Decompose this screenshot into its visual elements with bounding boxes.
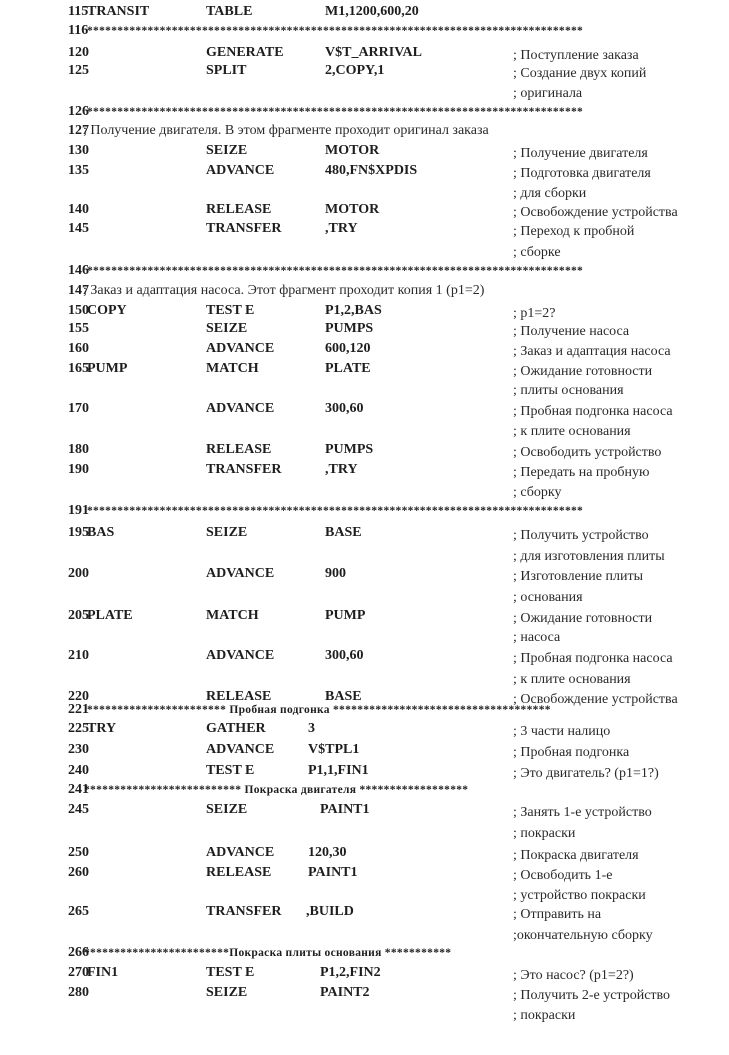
block-operands: P1,2,FIN2: [320, 965, 381, 980]
line-comment: ; сборку: [513, 485, 562, 500]
block-operands: PUMPS: [325, 321, 374, 336]
line-comment: ; Переход к пробной: [513, 224, 635, 239]
line-comment: ; плиты основания: [513, 383, 624, 398]
block-operands: PUMP: [325, 608, 366, 623]
line-comment: ; Пробная подгонка: [513, 745, 630, 760]
line-number: 250: [68, 845, 89, 860]
line-comment: ; Изготовление плиты: [513, 569, 643, 584]
block-operator: SPLIT: [206, 63, 247, 78]
line-comment: ; Поступление заказа: [513, 48, 639, 63]
separator-line: **********************************************************************************: [87, 505, 584, 517]
block-operands: 480,FN$XPDIS: [325, 163, 418, 178]
line-number: 146: [68, 263, 89, 278]
block-operands: 120,30: [308, 845, 347, 860]
block-operator: ADVANCE: [206, 341, 275, 356]
block-operands: BASE: [325, 525, 362, 540]
line-number: 210: [68, 648, 89, 663]
separator-line: **********************************************************************************: [87, 106, 584, 118]
block-operands: PAINT1: [308, 865, 358, 880]
block-operator: RELEASE: [206, 202, 272, 217]
block-operator: ADVANCE: [206, 845, 275, 860]
line-number: 125: [68, 63, 89, 78]
line-comment: ; Получить устройство: [513, 528, 649, 543]
block-operands: PLATE: [325, 361, 371, 376]
line-number: 245: [68, 802, 89, 817]
line-comment: ; Получение двигателя: [513, 146, 648, 161]
line-number: 280: [68, 985, 89, 1000]
block-label: PLATE: [87, 608, 133, 623]
block-operands: M1,1200,600,20: [325, 4, 419, 19]
block-operator: MATCH: [206, 361, 259, 376]
line-number: 205: [68, 608, 89, 623]
block-operands: 300,60: [325, 401, 364, 416]
line-comment: ; Это насос? (p1=2?): [513, 968, 634, 983]
line-comment: ; устройство покраски: [513, 888, 646, 903]
block-operator: TRANSFER: [206, 221, 282, 236]
section-comment: ; Получение двигателя. В этом фрагменте проходит оригинал заказа: [83, 123, 489, 138]
block-operator: RELEASE: [206, 689, 272, 704]
line-comment: ; Пробная подгонка насоса: [513, 651, 673, 666]
line-comment: ; Передать на пробную: [513, 465, 650, 480]
line-comment: ; Освободить 1-е: [513, 868, 613, 883]
line-comment: ; 3 части налицо: [513, 724, 611, 739]
line-comment: ; насоса: [513, 630, 561, 645]
line-number: 220: [68, 689, 89, 704]
block-operator: SEIZE: [206, 802, 248, 817]
line-number: 140: [68, 202, 89, 217]
line-number: 130: [68, 143, 89, 158]
block-operator: MATCH: [206, 608, 259, 623]
block-operator: TEST E: [206, 965, 255, 980]
block-operator: SEIZE: [206, 525, 248, 540]
block-operands: BASE: [325, 689, 362, 704]
block-operator: TEST E: [206, 763, 255, 778]
line-number: 270: [68, 965, 89, 980]
block-operands: V$TPL1: [308, 742, 360, 757]
line-comment: ; Это двигатель? (p1=1?): [513, 766, 659, 781]
block-operands: MOTOR: [325, 202, 380, 217]
block-operands: V$T_ARRIVAL: [325, 45, 422, 60]
line-comment: ; к плите основания: [513, 424, 631, 439]
block-label: TRY: [87, 721, 117, 736]
block-operator: TABLE: [206, 4, 253, 19]
line-number: 240: [68, 763, 89, 778]
block-operator: ADVANCE: [206, 648, 275, 663]
line-comment: ; оригинала: [513, 86, 583, 101]
line-comment: ; p1=2?: [513, 306, 556, 321]
line-comment: ; Занять 1-е устройство: [513, 805, 652, 820]
line-comment: ; Освободить устройство: [513, 445, 662, 460]
line-comment: ; Покраска двигателя: [513, 848, 639, 863]
line-number: 115: [68, 4, 89, 19]
line-number: 145: [68, 221, 89, 236]
line-comment: ; Ожидание готовности: [513, 611, 653, 626]
block-label: FIN1: [87, 965, 119, 980]
block-operands: MOTOR: [325, 143, 380, 158]
line-number: 127: [68, 123, 89, 138]
block-operands: PAINT1: [320, 802, 370, 817]
line-number: 230: [68, 742, 89, 757]
line-number: 241: [68, 782, 89, 797]
line-comment: ; Освобождение устройства: [513, 692, 678, 707]
line-comment: ; Заказ и адаптация насоса: [513, 344, 671, 359]
line-number: 221: [68, 702, 89, 717]
line-number: 180: [68, 442, 89, 457]
separator-line: **********************************************************************************: [87, 25, 584, 37]
block-operator: ADVANCE: [206, 401, 275, 416]
line-number: 191: [68, 503, 89, 518]
block-operands: P1,1,FIN1: [308, 763, 369, 778]
separator-line: ************************Покраска плиты основания ***********: [84, 947, 452, 959]
line-comment: ;окончательную сборку: [513, 928, 653, 943]
line-number: 126: [68, 104, 89, 119]
line-number: 147: [68, 283, 89, 298]
block-operator: SEIZE: [206, 143, 248, 158]
block-operator: TRANSFER: [206, 462, 282, 477]
block-operands: 3: [308, 721, 315, 736]
line-comment: ; Подготовка двигателя: [513, 166, 651, 181]
line-number: 160: [68, 341, 89, 356]
line-comment: ; основания: [513, 590, 583, 605]
line-number: 260: [68, 865, 89, 880]
line-number: 165: [68, 361, 89, 376]
block-operands: ,BUILD: [306, 904, 354, 919]
line-comment: ; Создание двух копий: [513, 66, 647, 81]
separator-line: ************************** Покраска двигателя ******************: [84, 784, 469, 796]
line-number: 266: [68, 945, 89, 960]
line-comment: ; покраски: [513, 826, 576, 841]
line-number: 135: [68, 163, 89, 178]
block-operands: 2,COPY,1: [325, 63, 385, 78]
line-number: 200: [68, 566, 89, 581]
line-comment: ; Освобождение устройства: [513, 205, 678, 220]
block-operands: 300,60: [325, 648, 364, 663]
line-number: 170: [68, 401, 89, 416]
block-operands: ,TRY: [325, 221, 358, 236]
block-operator: RELEASE: [206, 865, 272, 880]
block-operator: SEIZE: [206, 321, 248, 336]
line-number: 155: [68, 321, 89, 336]
block-operands: PAINT2: [320, 985, 370, 1000]
line-number: 195: [68, 525, 89, 540]
separator-line: *********************** Пробная подгонка ************************************: [87, 704, 551, 716]
line-number: 225: [68, 721, 89, 736]
block-label: COPY: [87, 303, 127, 318]
line-comment: ; для сборки: [513, 186, 587, 201]
line-comment: ; Отправить на: [513, 907, 602, 922]
block-operands: PUMPS: [325, 442, 374, 457]
line-number: 150: [68, 303, 89, 318]
line-comment: ; для изготовления плиты: [513, 549, 665, 564]
block-operator: RELEASE: [206, 442, 272, 457]
block-operator: GENERATE: [206, 45, 284, 60]
block-operator: TEST E: [206, 303, 255, 318]
line-number: 120: [68, 45, 89, 60]
block-operator: SEIZE: [206, 985, 248, 1000]
block-operator: ADVANCE: [206, 742, 275, 757]
separator-line: **********************************************************************************: [87, 265, 584, 277]
block-operands: P1,2,BAS: [325, 303, 382, 318]
line-comment: ; Ожидание готовности: [513, 364, 653, 379]
block-operator: TRANSFER: [206, 904, 282, 919]
line-comment: ; сборке: [513, 245, 561, 260]
line-comment: ; Получить 2-е устройство: [513, 988, 671, 1003]
block-operands: 900: [325, 566, 346, 581]
line-number: 116: [68, 23, 89, 38]
block-operator: ADVANCE: [206, 566, 275, 581]
block-label: TRANSIT: [87, 4, 150, 19]
section-comment: ; Заказ и адаптация насоса. Этот фрагмент проходит копия 1 (p1=2): [83, 283, 485, 298]
line-comment: ; Получение насоса: [513, 324, 630, 339]
line-number: 190: [68, 462, 89, 477]
block-operands: ,TRY: [325, 462, 358, 477]
line-comment: ; к плите основания: [513, 672, 631, 687]
block-operator: GATHER: [206, 721, 266, 736]
block-operands: 600,120: [325, 341, 371, 356]
line-comment: ; покраски: [513, 1008, 576, 1023]
block-label: PUMP: [87, 361, 128, 376]
line-number: 265: [68, 904, 89, 919]
block-label: BAS: [87, 525, 115, 540]
line-comment: ; Пробная подгонка насоса: [513, 404, 673, 419]
block-operator: ADVANCE: [206, 163, 275, 178]
